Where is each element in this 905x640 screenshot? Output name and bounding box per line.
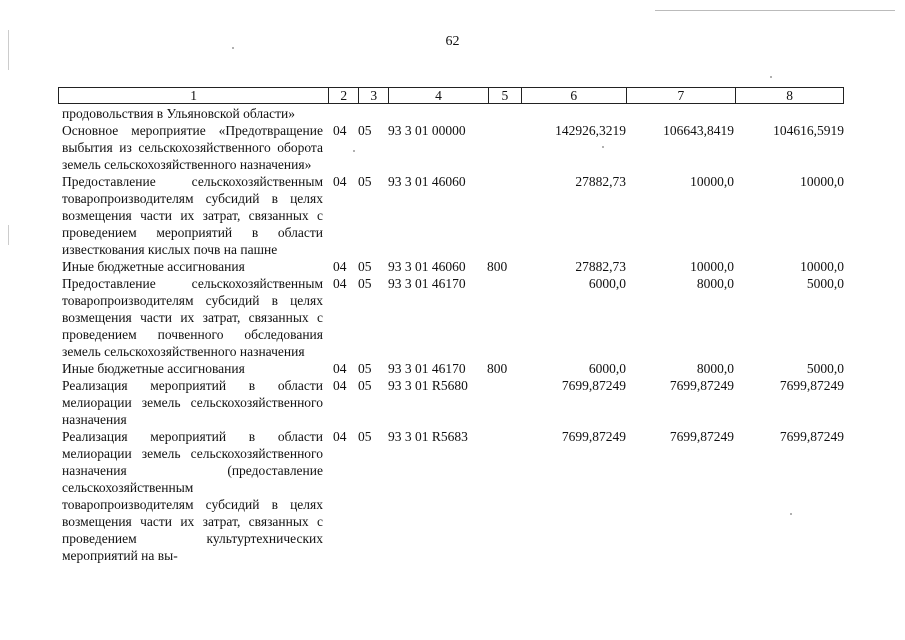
row-name: Иные бюджетные ассигнования [62,361,245,376]
row-target-article: 93 3 01 R5683 [388,429,468,444]
scan-left-mark [8,225,9,245]
row-section: 04 [333,378,347,393]
table-row [62,377,844,428]
row-name: продовольствия в Ульяновской области» [62,106,296,121]
row-subsection: 05 [358,123,372,138]
header-col-8: 8 [786,88,794,103]
scan-top-rule [655,10,895,11]
row-target-article: 93 3 01 46170 [388,361,466,376]
scan-speck [770,76,772,78]
row-amount-col6: 27882,73 [575,259,626,274]
row-subsection: 05 [358,174,372,189]
row-amount-col8: 7699,87249 [779,378,844,393]
row-name: Реализация мероприятий в области мелиорации земель сельскохозяйственного назначения (предоставление сельскохозяйственным товаропроизводителям субсидий в целях возмещения части их затрат, связанных с проведением культуртехнических мероприятий на вы- [62,429,323,563]
scan-speck [232,47,234,49]
table-row [62,258,844,275]
row-amount-col6: 27882,73 [575,174,626,189]
table-row [62,105,844,122]
scan-speck [353,150,355,152]
row-target-article: 93 3 01 46060 [388,259,466,274]
row-name: Реализация мероприятий в области мелиорации земель сельскохозяйственного назначения [62,378,323,427]
header-col-5: 5 [489,88,522,103]
row-section: 04 [333,174,347,189]
header-col-2: 2 [329,88,359,103]
row-amount-col7: 10000,0 [690,174,734,189]
row-section: 04 [333,276,347,291]
row-target-article: 93 3 01 46170 [388,276,466,291]
row-amount-col7: 7699,87249 [669,429,734,444]
row-subsection: 05 [358,361,372,376]
row-section: 04 [333,429,347,444]
row-amount-col8: 10000,0 [800,259,844,274]
row-amount-col7: 10000,0 [690,259,734,274]
row-amount-col6: 7699,87249 [561,378,626,393]
row-expense-type: 800 [487,361,508,376]
row-amount-col7: 8000,0 [696,361,734,376]
page-number: 62 [445,34,460,49]
row-amount-col6: 142926,3219 [555,123,626,138]
row-amount-col6: 6000,0 [588,276,626,291]
table-row [62,428,844,564]
table-row [62,275,844,360]
row-subsection: 05 [358,378,372,393]
header-col-7: 7 [627,88,737,103]
row-section: 04 [333,259,347,274]
row-expense-type: 800 [487,259,508,274]
row-amount-col6: 7699,87249 [561,429,626,444]
row-name: Иные бюджетные ассигнования [62,259,245,274]
row-amount-col7: 106643,8419 [663,123,734,138]
row-subsection: 05 [358,429,372,444]
row-subsection: 05 [358,276,372,291]
row-amount-col8: 5000,0 [806,361,844,376]
row-amount-col8: 10000,0 [800,174,844,189]
table-row [62,173,844,258]
table-row [62,360,844,377]
row-amount-col8: 104616,5919 [773,123,844,138]
table-header [58,87,844,104]
row-amount-col7: 8000,0 [696,276,734,291]
row-amount-col6: 6000,0 [588,361,626,376]
header-col-1: 1 [59,88,329,103]
row-section: 04 [333,361,347,376]
row-target-article: 93 3 01 R5680 [388,378,468,393]
row-amount-col7: 7699,87249 [669,378,734,393]
scan-speck [602,146,604,148]
row-subsection: 05 [358,259,372,274]
row-amount-col8: 5000,0 [806,276,844,291]
row-amount-col8: 7699,87249 [779,429,844,444]
header-col-3: 3 [359,88,389,103]
table-body [62,105,844,564]
row-target-article: 93 3 01 00000 [388,123,466,138]
row-name: Основное мероприятие «Предотвращение выбытия из сельскохозяйственного оборота земель сельскохозяйственного назначения» [62,123,323,172]
table-row [62,122,844,173]
header-col-6: 6 [522,88,627,103]
row-name: Предоставление сельскохозяйственным товаропроизводителям субсидий в целях возмещения части их затрат, связанных с проведением мероприятий в области известкования кислых почв на пашне [62,174,323,257]
row-section: 04 [333,123,347,138]
row-target-article: 93 3 01 46060 [388,174,466,189]
row-name: Предоставление сельскохозяйственным товаропроизводителям субсидий в целях возмещения части их затрат, связанных с проведением почвенного обследования земель сельскохозяйственного назначения [62,276,323,359]
header-col-4: 4 [389,88,489,103]
scan-speck [790,513,792,515]
